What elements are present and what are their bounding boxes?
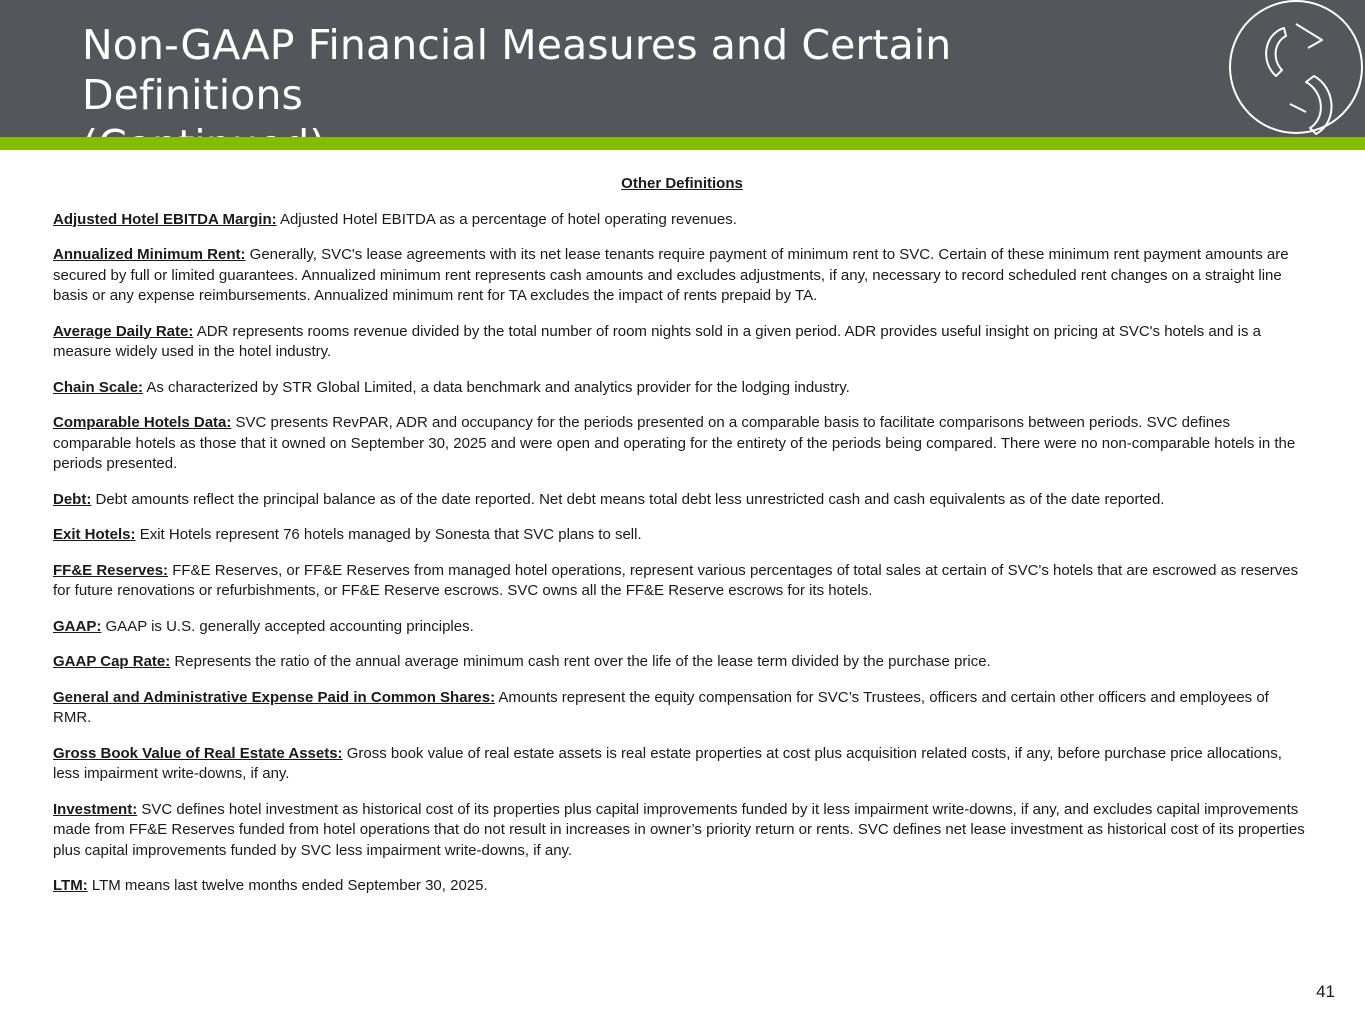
definition-text: Gross book value of real estate assets is real estate properties at cost plus acquisition related costs, if any, before purchase price allocations, less impairment write-downs, if any. [53, 744, 1282, 782]
definition-text: SVC presents RevPAR, ADR and occupancy for the periods presented on a comparable basis to facilitate comparisons between periods. SVC defines comparable hotels as those that it owned on September 30, 2025 and were open and operating for the entirety of the periods being compared. There were no non-comparable hotels in the periods presented. [53, 414, 1296, 472]
definition-term: FF&E Reserves: [53, 561, 169, 579]
definition-term: Exit Hotels: [53, 526, 136, 543]
definition-text: Debt amounts reflect the principal balance as of the date reported. Net debt means total debt less unrestricted cash and cash equivalents as of the date reported. [95, 490, 1165, 508]
definition-item [53, 245, 1311, 307]
section-heading: Other Definitions [621, 175, 743, 192]
definition-term: GAAP Cap Rate: [53, 653, 171, 670]
definition-item [53, 490, 1311, 511]
definition-text: GAAP is U.S. generally accepted accounting principles. [105, 617, 474, 635]
definition-text: FF&E Reserves, or FF&E Reserves from managed hotel operations, represent various percentages of total sales at certain of SVC's hotels that are escrowed as reserves for future renovations or refurbishments, or FF&E Reserve escrows. SVC owns all the FF&E Reserve escrows for its hotels. [53, 561, 1299, 599]
page-number: 41 [1316, 982, 1335, 1001]
definition-item [53, 413, 1311, 475]
definition-term: Comparable Hotels Data: [53, 414, 232, 431]
definition-term: Average Daily Rate: [53, 322, 194, 340]
definition-item [53, 876, 1311, 897]
definition-item [53, 688, 1311, 729]
definition-item [53, 525, 1311, 546]
svc-logo-icon [1226, 0, 1365, 137]
definition-item [53, 617, 1311, 638]
definition-term: Gross Book Value of Real Estate Assets: [53, 744, 343, 762]
definition-item [53, 652, 1311, 673]
definition-item [53, 210, 1311, 231]
definition-text: Exit Hotels represent 76 hotels managed by Sonesta that SVC plans to sell. [139, 526, 642, 543]
definition-term: Chain Scale: [53, 378, 144, 396]
definition-term: GAAP: [53, 617, 102, 635]
definition-text: Adjusted Hotel EBITDA as a percentage of hotel operating revenues. [279, 210, 737, 228]
accent-bar [0, 137, 1365, 150]
definition-text: LTM means last twelve months ended September 30, 2025. [91, 877, 488, 894]
definition-text: Generally, SVC's lease agreements with its net lease tenants require payment of minimum rent to SVC. Certain of these minimum rent payment amounts are secured by full or limited guarantees. Annualized minimum rent represents cash amounts and excludes adjustments, if any, necessary to record scheduled rent changes on a straight line basis or any expense reimbursements. Annualized minimum rent for TA excludes the impact of rents prepaid by TA. [53, 246, 1289, 304]
definition-term: Investment: [53, 800, 138, 818]
definition-text: ADR represents rooms revenue divided by the total number of room nights sold in a given period. ADR provides useful insight on pricing at SVC's hotels and is a measure widely used in the hotel industry. [53, 322, 1261, 360]
definition-term: General and Administrative Expense Paid in Common Shares: [53, 688, 496, 706]
definition-text: Amounts represent the equity compensation for SVC’s Trustees, officers and certain other officers and employees of RMR. [53, 688, 1269, 726]
definitions-content [53, 174, 1311, 912]
definition-item [53, 561, 1311, 602]
definition-text: Represents the ratio of the annual average minimum cash rent over the life of the lease term divided by the purchase price. [174, 653, 991, 670]
definition-item [53, 378, 1311, 399]
definition-text: As characterized by STR Global Limited, a data benchmark and analytics provider for the lodging industry. [146, 378, 850, 396]
definition-term: Annualized Minimum Rent: [53, 246, 246, 263]
definition-text: SVC defines hotel investment as historical cost of its properties plus capital improvements funded by it less impairment write-downs, if any, and excludes capital improvements made from FF&E Reserves funded from hotel operations that do not result in increases in owner’s priority return or rents. SVC defines net lease investment as historical cost of its properties plus capital improvements funded by SVC less impairment write-downs, if any. [53, 800, 1305, 859]
header-banner [0, 0, 1365, 137]
definition-item [53, 800, 1311, 862]
definition-item [53, 322, 1311, 363]
page-title-line-1: Non-GAAP Financial Measures and Certain Definitions [82, 21, 952, 119]
definition-term: Adjusted Hotel EBITDA Margin: [53, 210, 277, 228]
definition-term: Debt: [53, 490, 92, 508]
definition-term: LTM: [53, 877, 88, 894]
definition-item [53, 744, 1311, 785]
